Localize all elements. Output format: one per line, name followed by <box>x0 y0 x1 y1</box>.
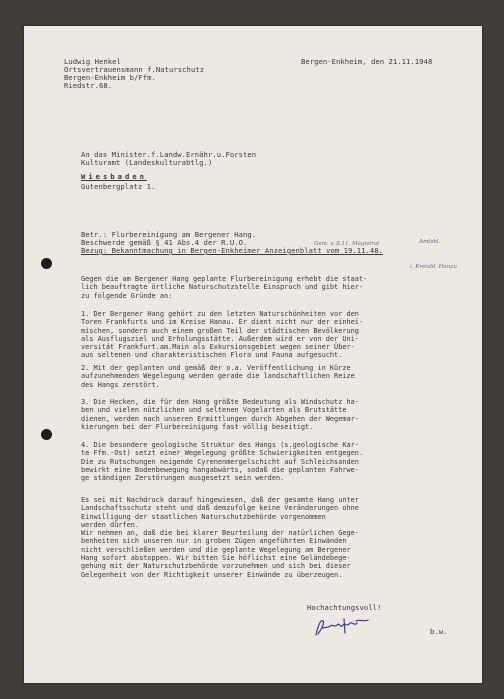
closing-paragraph: Es sei mit Nachdruck darauf hingewiesen, daß der gesamte Hang unter Landschaftsschutz steht und daß demzufolge keine Veränderungen ohne Einwilligung der staatlichen Naturschutzbehörde vorgenommen werden dürfen. Wir nehmen an, daß die bei klarer Beurteilung der natürlichen Gege- benheiten sich unseren nur in groben Zügen angeführten Einwänden nicht verschließen werden und die geplante Wegelegung am Bergener Hang sofort abstoppen. Wir bitten Sie höflichst eine Geländebege- gehung mit der Naturschutzbehörde vorzunehmen und sich bei dieser Gelegenheit von der Richtigkeit unserer Einwände zu überzeugen. <box>81 496 359 579</box>
sender-city: Bergen-Enkheim b/Ffm. <box>64 73 156 82</box>
subject-betr: Betr.: Flurbereinigung am Bergener Hang. <box>81 230 257 239</box>
point-4-paragraph: 4. Die besondere geologische Struktur des Hangs (s.geologische Kar- te Ffm.-Ost) setzt einer Wegelegung größte Schwierigkeiten entgegen. Die zu Rutschungen neigende Cyrenenmergelschicht auf Schleichsanden bewirkt eine Bodenbewegung hangabwärts, sodaß die geplanten Fahrwe- ge ständigen Zerstörungen ausgesetzt sein werden. <box>81 441 364 483</box>
subject-bezug: Bezug: Bekanntmachung in Bergen-Enkheimer Anzeigenblatt vom 19.11.48. <box>81 246 384 255</box>
sender-name: Ludwig Henkel <box>64 57 121 66</box>
point-2-paragraph: 2. Mit der geplanten und gemäß der o.a. Veröffentlichung in Kürze aufzunehmenden Wegelegung werden gerade die landschaftlichen Reize des Hangs zerstört. <box>81 364 355 389</box>
punch-hole <box>41 429 52 440</box>
subject-beschwerde: Beschwerde gemäß § 41 Abs.4 der R.U.O. <box>81 238 248 247</box>
sender-street: Riedstr.68. <box>64 81 113 90</box>
handwritten-note: i. Kreisbl. Hanau <box>410 264 458 270</box>
initials: b.w. <box>430 627 448 636</box>
handwritten-note: Amtsbl. <box>419 239 441 245</box>
letter-page <box>24 26 482 683</box>
recipient-line-2: Kulturamt (Landeskulturabtlg.) <box>81 158 213 167</box>
recipient-city: Wiesbaden <box>81 172 147 181</box>
punch-hole <box>41 258 52 269</box>
recipient-line-1: An das Minister.f.Landw.Ernähr.u.Forsten <box>81 150 257 159</box>
sender-title: Ortsvertrauensmann f.Naturschutz <box>64 65 205 74</box>
point-3-paragraph: 3. Die Hecken, die für den Hang größte Bedeutung als Windschutz ha- ben und vielen nützlichen und seltenen Vogelarten als Brutstätte dienen, werden nach unseren Ermittlungen durch Abgehen der Wegemar- kierungen bei der Flurbereinigung fast völlig beseitigt. <box>81 398 359 431</box>
signature <box>312 615 372 639</box>
greeting: Hochachtungsvoll! <box>307 603 382 612</box>
recipient-street: Gutenbergplatz 1. <box>81 182 156 191</box>
date-line: Bergen-Enkheim, den 21.11.1948 <box>301 57 433 66</box>
handwritten-note: Gem. v. 8.11. Magistrat <box>314 241 380 247</box>
intro-paragraph: Gegen die am Bergener Hang geplante Flurbereinigung erhebt die staat- lich beauftragte örtliche Naturschutzstelle Einspruch und gibt hier- zu folgende Gründe an: <box>81 275 368 300</box>
point-1-paragraph: 1. Der Bergener Hang gehört zu den letzten Naturschönheiten vor den Toren Frankfurts und im Kreise Hanau. Er dient nicht nur der einhei- mischen, sondern auch einem großen Teil der städtischen Bevölkerung als Ausflugsziel und Erholungsstätte. Außerdem wird er von der Uni- versität Frankfurt.am.Main als Exkursionsgebiet wegen seiner Über- aus seltenen und charakteristischen Flora und Fauna aufgesucht. <box>81 310 364 360</box>
